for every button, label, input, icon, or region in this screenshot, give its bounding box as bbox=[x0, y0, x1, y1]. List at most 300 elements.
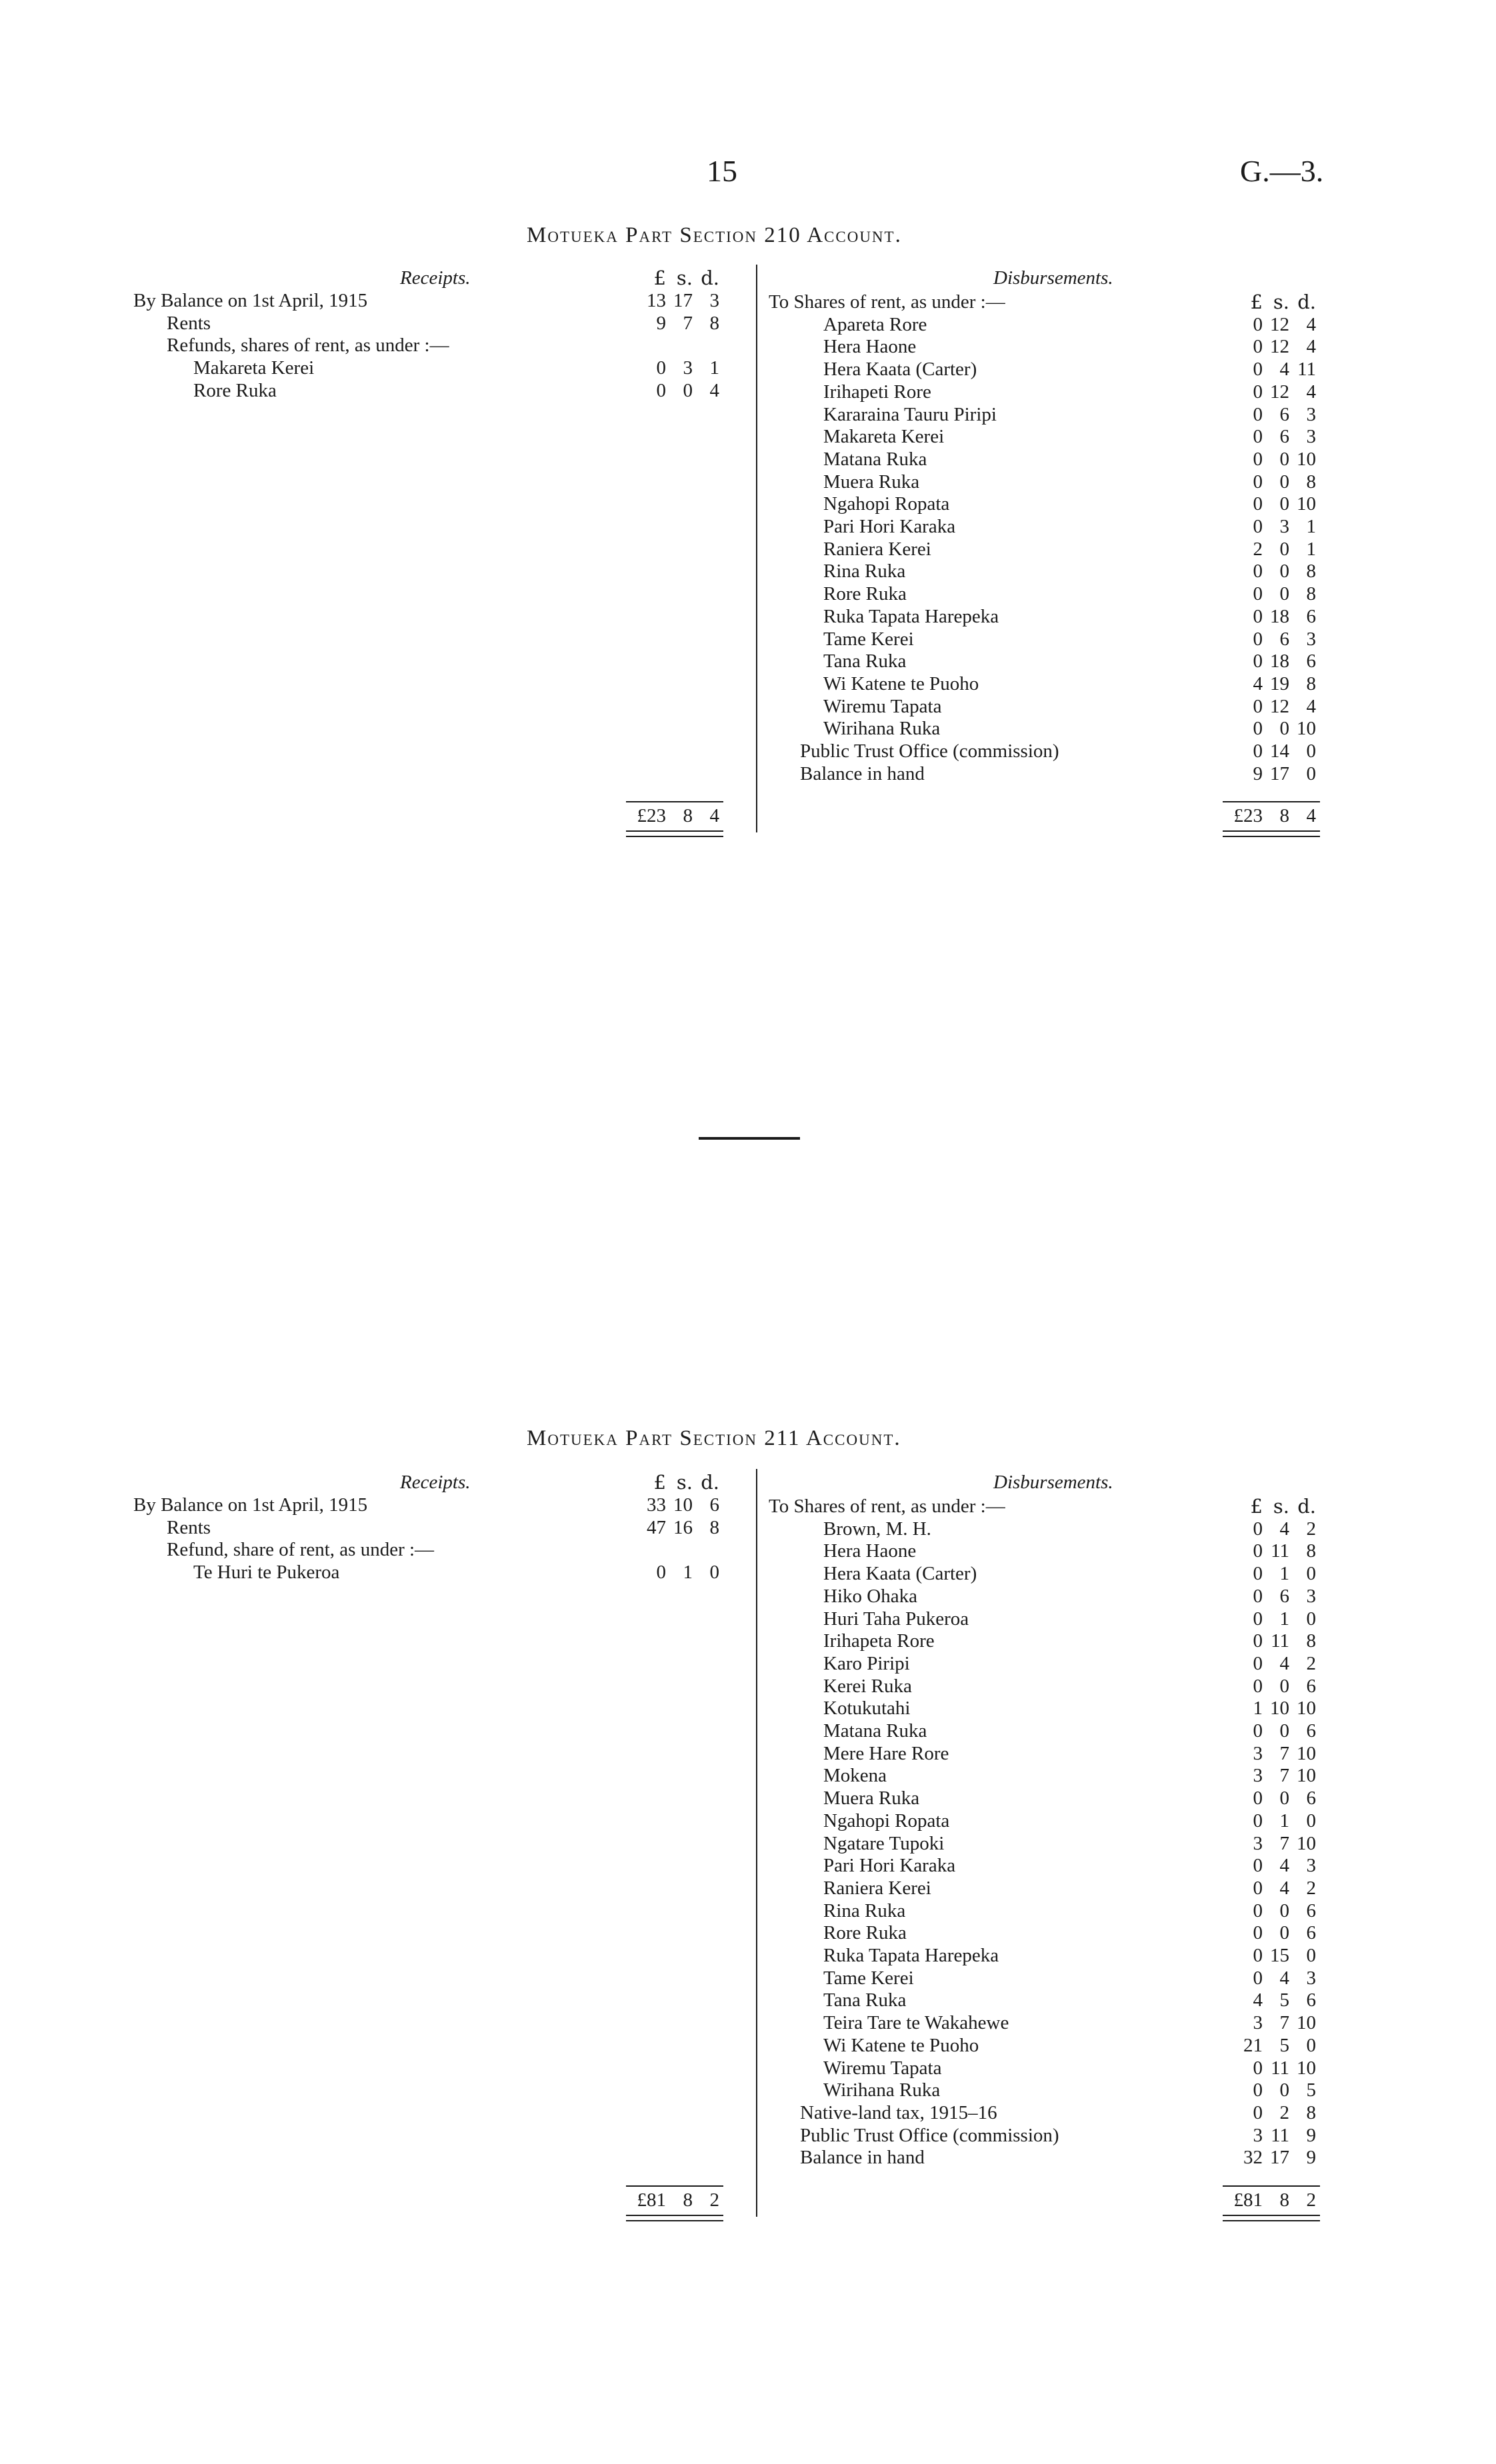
disbursement-amount bbox=[1227, 673, 1316, 695]
disbursement-amount-pounds: 3 bbox=[1253, 2012, 1263, 2034]
disbursement-amount-shillings: 11 bbox=[1271, 1540, 1289, 1562]
disbursement-label: Huri Taha Pukeroa bbox=[823, 1608, 969, 1630]
disbursement-amount-pounds: 0 bbox=[1253, 1922, 1263, 1944]
disbursement-amount bbox=[1227, 1833, 1316, 1855]
disbursement-amount-pounds: 0 bbox=[1253, 1877, 1263, 1899]
disbursement-amount-pence: 3 bbox=[1306, 403, 1316, 425]
disbursement-amount bbox=[1227, 1922, 1316, 1944]
disbursement-amount-pence: 2 bbox=[1306, 1652, 1316, 1674]
disbursement-amount-shillings: 0 bbox=[1279, 561, 1289, 583]
disbursement-label: Hera Kaata (Carter) bbox=[823, 1563, 977, 1585]
disbursement-row bbox=[133, 381, 1367, 403]
disbursement-amount bbox=[1227, 314, 1316, 336]
disbursement-label: Ngahopi Ropata bbox=[823, 493, 950, 515]
disbursement-amount-shillings: 15 bbox=[1270, 1945, 1289, 1966]
disbursement-amount bbox=[1227, 2057, 1316, 2079]
disbursement-amount-shillings: 0 bbox=[1279, 2079, 1289, 2101]
disbursement-amount-pence: 3 bbox=[1306, 1967, 1316, 1989]
disbursement-row bbox=[133, 1608, 1367, 1630]
disbursement-label: Tana Ruka bbox=[823, 1989, 907, 2011]
disbursement-amount bbox=[1227, 1698, 1316, 1720]
disbursement-row bbox=[133, 763, 1367, 785]
disbursement-amount-shillings: 0 bbox=[1279, 1720, 1289, 1742]
disbursement-amount-shillings: 4 bbox=[1279, 1967, 1289, 1989]
account-title: Motueka Part Section 210 Account. bbox=[527, 223, 902, 247]
disbursement-amount-pence: 10 bbox=[1297, 1765, 1316, 1787]
disbursement-amount-pence: 4 bbox=[1306, 381, 1316, 403]
disbursement-label: Karo Piripi bbox=[823, 1652, 910, 1674]
disbursement-row bbox=[133, 2057, 1367, 2079]
disbursement-amount-pence: 9 bbox=[1306, 2124, 1316, 2146]
receipts-total-rule bbox=[626, 801, 723, 802]
disbursement-row bbox=[133, 740, 1367, 762]
receipt-label: Refund, share of rent, as under :— bbox=[167, 1539, 435, 1561]
disbursement-amount-pence: 6 bbox=[1306, 605, 1316, 627]
disbursement-amount-pounds: 0 bbox=[1253, 1563, 1263, 1585]
disbursement-row bbox=[133, 2012, 1367, 2034]
receipt-amount-shillings: 17 bbox=[673, 290, 693, 311]
disbursements-total-pounds: £23 bbox=[1233, 805, 1263, 827]
disbursement-amount-shillings: 2 bbox=[1279, 2101, 1289, 2123]
disbursement-amount-pounds: 0 bbox=[1253, 313, 1263, 335]
disbursement-amount-pounds: 0 bbox=[1253, 381, 1263, 403]
disbursement-row bbox=[133, 1922, 1367, 1944]
disbursement-label: Teira Tare te Wakahewe bbox=[823, 2012, 1009, 2034]
disbursement-row bbox=[133, 1698, 1367, 1720]
receipt-label: Rents bbox=[167, 1516, 211, 1538]
disbursement-amount bbox=[1227, 1563, 1316, 1585]
disbursement-amount bbox=[1227, 471, 1316, 493]
disbursement-amount-pence: 0 bbox=[1306, 2034, 1316, 2056]
disbursement-amount bbox=[1227, 1586, 1316, 1608]
disbursements-total-rule bbox=[1223, 801, 1320, 802]
disbursements-total-shillings: 8 bbox=[1279, 805, 1289, 827]
disbursement-amount-shillings: 7 bbox=[1279, 2012, 1289, 2034]
disbursement-amount-shillings: 5 bbox=[1279, 1989, 1289, 2011]
disbursement-amount-pence: 0 bbox=[1306, 1810, 1316, 1832]
disbursement-label: Wi Katene te Puoho bbox=[823, 672, 979, 694]
disbursement-amount-pounds: 0 bbox=[1253, 1855, 1263, 1877]
disbursement-amount-pence: 8 bbox=[1306, 1540, 1316, 1562]
disbursement-row bbox=[133, 2102, 1367, 2124]
disbursement-label: Ruka Tapata Harepeka bbox=[823, 1945, 999, 1966]
disbursement-label: Rore Ruka bbox=[823, 583, 907, 605]
disbursement-amount bbox=[1227, 1989, 1316, 2011]
disbursement-amount-pence: 6 bbox=[1306, 1922, 1316, 1944]
disbursement-amount bbox=[1227, 696, 1316, 718]
disbursement-amount bbox=[1227, 1788, 1316, 1810]
disbursement-label: Wirihana Ruka bbox=[823, 718, 941, 740]
disbursement-amount-shillings: 6 bbox=[1279, 403, 1289, 425]
disbursement-row bbox=[133, 1855, 1367, 1877]
disbursement-amount bbox=[1227, 493, 1316, 515]
receipts-total-pounds: £81 bbox=[637, 2189, 666, 2211]
disbursement-amount bbox=[1227, 718, 1316, 740]
disbursement-amount-pounds: 0 bbox=[1253, 1540, 1263, 1562]
disbursement-amount-pence: 4 bbox=[1306, 336, 1316, 358]
disbursement-amount-shillings: 7 bbox=[1279, 1765, 1289, 1787]
receipts-total-double-rule bbox=[626, 830, 723, 837]
disbursement-row bbox=[133, 336, 1367, 358]
disbursement-amount-pounds: 0 bbox=[1253, 1675, 1263, 1697]
receipt-label: Makareta Kerei bbox=[193, 357, 315, 379]
disbursement-row bbox=[133, 1743, 1367, 1765]
receipt-amount-pence: 4 bbox=[709, 379, 719, 401]
disbursement-amount-pence: 0 bbox=[1306, 1563, 1316, 1585]
disbursement-amount-pounds: 3 bbox=[1253, 2124, 1263, 2146]
disbursement-amount bbox=[1227, 516, 1316, 538]
disbursements-heading: Disbursements. bbox=[993, 1472, 1113, 1493]
account-title: Motueka Part Section 211 Account. bbox=[527, 1426, 901, 1450]
disbursement-amount-shillings: 12 bbox=[1270, 695, 1289, 717]
disbursement-amount bbox=[1227, 740, 1316, 762]
disbursement-row bbox=[133, 1653, 1367, 1675]
disbursements-header-shillings: s. bbox=[1273, 291, 1289, 313]
disbursement-amount-pence: 6 bbox=[1306, 1899, 1316, 1921]
disbursement-amount bbox=[1227, 2147, 1316, 2169]
disbursement-label: Rore Ruka bbox=[823, 1922, 907, 1944]
disbursement-amount-shillings: 11 bbox=[1271, 2057, 1289, 2079]
disbursement-amount-pounds: 0 bbox=[1253, 2101, 1263, 2123]
disbursement-row bbox=[133, 471, 1367, 493]
disbursement-amount-pence: 10 bbox=[1297, 448, 1316, 470]
disbursement-amount-pounds: 4 bbox=[1253, 672, 1263, 694]
disbursement-amount-shillings: 0 bbox=[1279, 493, 1289, 515]
receipts-total-rule bbox=[626, 2185, 723, 2187]
disbursement-amount bbox=[1227, 336, 1316, 358]
disbursement-amount-pounds: 3 bbox=[1253, 1742, 1263, 1764]
disbursement-amount bbox=[1227, 1810, 1316, 1832]
disbursement-amount-pounds: 0 bbox=[1253, 403, 1263, 425]
disbursement-row bbox=[133, 561, 1367, 583]
disbursements-intro: To Shares of rent, as under :— bbox=[769, 291, 1005, 313]
disbursement-amount-shillings: 1 bbox=[1279, 1563, 1289, 1585]
disbursement-amount-pounds: 0 bbox=[1253, 740, 1263, 762]
disbursement-label: Rina Ruka bbox=[823, 561, 906, 583]
receipt-label: By Balance on 1st April, 1915 bbox=[133, 290, 368, 311]
disbursement-amount bbox=[1227, 1945, 1316, 1967]
disbursement-amount-pence: 3 bbox=[1306, 1585, 1316, 1607]
disbursements-total bbox=[1227, 805, 1316, 827]
disbursement-amount bbox=[1227, 1630, 1316, 1652]
disbursement-label: Wiremu Tapata bbox=[823, 695, 942, 717]
disbursement-row bbox=[133, 1989, 1367, 2011]
receipts-total-shillings: 8 bbox=[683, 805, 693, 827]
disbursement-amount-shillings: 0 bbox=[1279, 718, 1289, 740]
disbursement-amount-pence: 6 bbox=[1306, 1720, 1316, 1742]
disbursement-amount-pounds: 0 bbox=[1253, 1585, 1263, 1607]
disbursement-row bbox=[133, 1877, 1367, 1899]
disbursement-amount-pounds: 9 bbox=[1253, 762, 1263, 784]
disbursement-label: Hera Kaata (Carter) bbox=[823, 359, 977, 381]
disbursement-amount-pence: 3 bbox=[1306, 426, 1316, 448]
disbursement-amount-pounds: 0 bbox=[1253, 359, 1263, 381]
disbursement-amount bbox=[1227, 539, 1316, 561]
disbursement-amount-pence: 10 bbox=[1297, 1832, 1316, 1854]
disbursement-amount-shillings: 11 bbox=[1271, 1630, 1289, 1652]
disbursement-amount-pence: 6 bbox=[1306, 1788, 1316, 1810]
receipt-amount-pence: 3 bbox=[709, 290, 719, 311]
disbursement-amount-pence: 0 bbox=[1306, 762, 1316, 784]
disbursement-row bbox=[133, 449, 1367, 471]
disbursement-row bbox=[133, 493, 1367, 515]
disbursement-amount bbox=[1227, 2079, 1316, 2101]
disbursement-label: Tana Ruka bbox=[823, 650, 907, 672]
disbursement-amount bbox=[1227, 426, 1316, 448]
disbursement-amount-pounds: 0 bbox=[1253, 650, 1263, 672]
disbursement-amount bbox=[1227, 1518, 1316, 1540]
disbursement-row bbox=[133, 696, 1367, 718]
disbursement-amount-pence: 0 bbox=[1306, 1608, 1316, 1630]
disbursement-amount-pounds: 0 bbox=[1253, 1788, 1263, 1810]
disbursement-amount bbox=[1227, 2012, 1316, 2034]
disbursement-amount bbox=[1227, 404, 1316, 426]
disbursement-amount-shillings: 11 bbox=[1271, 2124, 1289, 2146]
disbursement-amount bbox=[1227, 650, 1316, 672]
disbursement-amount-shillings: 0 bbox=[1279, 448, 1289, 470]
receipts-currency-header bbox=[630, 267, 719, 289]
disbursement-amount-pence: 1 bbox=[1306, 538, 1316, 560]
disbursement-amount-pounds: 0 bbox=[1253, 471, 1263, 493]
disbursement-amount-pence: 8 bbox=[1306, 471, 1316, 493]
disbursement-row bbox=[133, 718, 1367, 740]
disbursement-label: Pari Hori Karaka bbox=[823, 516, 956, 537]
parliamentary-paper-code: G.—3. bbox=[1240, 154, 1324, 188]
disbursement-label: Balance in hand bbox=[800, 2147, 925, 2169]
disbursement-amount-pounds: 0 bbox=[1253, 1720, 1263, 1742]
receipts-total-shillings: 8 bbox=[683, 2189, 693, 2211]
disbursement-label: Makareta Kerei bbox=[823, 426, 945, 448]
receipts-currency-header bbox=[630, 1472, 719, 1494]
receipt-amount bbox=[630, 1494, 719, 1516]
disbursement-amount bbox=[1227, 1743, 1316, 1765]
disbursement-amount bbox=[1227, 1855, 1316, 1877]
receipts-header-shillings: s. bbox=[676, 267, 693, 289]
page-number: 15 bbox=[707, 154, 737, 188]
disbursement-amount-pence: 2 bbox=[1306, 1518, 1316, 1540]
disbursement-label: Wirihana Ruka bbox=[823, 2079, 941, 2101]
disbursement-row bbox=[133, 516, 1367, 538]
disbursement-amount-shillings: 0 bbox=[1279, 1675, 1289, 1697]
disbursement-amount bbox=[1227, 1877, 1316, 1899]
disbursements-total-shillings: 8 bbox=[1279, 2189, 1289, 2211]
disbursements-total-double-rule bbox=[1223, 2215, 1320, 2221]
disbursement-amount-pounds: 0 bbox=[1253, 1630, 1263, 1652]
disbursement-amount-pence: 3 bbox=[1306, 1855, 1316, 1877]
receipt-amount-shillings: 1 bbox=[683, 1562, 693, 1584]
disbursement-amount-shillings: 0 bbox=[1279, 583, 1289, 605]
disbursement-amount-shillings: 7 bbox=[1279, 1832, 1289, 1854]
disbursement-amount-pence: 10 bbox=[1297, 1698, 1316, 1720]
disbursement-label: Tame Kerei bbox=[823, 628, 914, 650]
disbursements-total-row bbox=[133, 2189, 1367, 2211]
disbursement-label: Public Trust Office (commission) bbox=[800, 2124, 1059, 2146]
disbursement-label: Ngatare Tupoki bbox=[823, 1832, 945, 1854]
disbursement-label: Brown, M. H. bbox=[823, 1518, 931, 1540]
receipts-header-shillings: s. bbox=[676, 1471, 693, 1494]
disbursement-amount-pence: 3 bbox=[1306, 628, 1316, 650]
receipts-heading: Receipts. bbox=[400, 267, 471, 289]
receipt-amount-shillings: 16 bbox=[673, 1516, 693, 1538]
disbursement-amount bbox=[1227, 1540, 1316, 1562]
disbursement-label: Mokena bbox=[823, 1765, 887, 1787]
disbursement-amount-pounds: 0 bbox=[1253, 493, 1263, 515]
disbursement-label: Hiko Ohaka bbox=[823, 1585, 917, 1607]
disbursement-amount-pence: 8 bbox=[1306, 672, 1316, 694]
disbursement-amount-pounds: 0 bbox=[1253, 1899, 1263, 1921]
center-column-rule bbox=[756, 265, 757, 832]
disbursement-label: Ruka Tapata Harepeka bbox=[823, 605, 999, 627]
disbursement-amount bbox=[1227, 1608, 1316, 1630]
disbursement-amount bbox=[1227, 359, 1316, 381]
disbursement-label: Muera Ruka bbox=[823, 1788, 920, 1810]
disbursement-amount-pounds: 1 bbox=[1253, 1698, 1263, 1720]
disbursement-amount-pounds: 0 bbox=[1253, 336, 1263, 358]
disbursement-amount bbox=[1227, 628, 1316, 650]
disbursement-amount-shillings: 12 bbox=[1270, 336, 1289, 358]
disbursement-amount bbox=[1227, 606, 1316, 628]
disbursement-label: Balance in hand bbox=[800, 762, 925, 784]
disbursement-amount-pounds: 0 bbox=[1253, 448, 1263, 470]
disbursement-row bbox=[133, 359, 1367, 381]
disbursement-amount-pounds: 0 bbox=[1253, 718, 1263, 740]
disbursement-amount bbox=[1227, 381, 1316, 403]
disbursement-amount-pence: 5 bbox=[1306, 2079, 1316, 2101]
disbursement-amount bbox=[1227, 2125, 1316, 2147]
disbursement-amount-shillings: 4 bbox=[1279, 1518, 1289, 1540]
disbursement-amount bbox=[1227, 2035, 1316, 2057]
disbursement-amount-pence: 8 bbox=[1306, 583, 1316, 605]
disbursement-amount-shillings: 18 bbox=[1270, 650, 1289, 672]
disbursement-amount-pence: 10 bbox=[1297, 493, 1316, 515]
receipts-total-pounds: £23 bbox=[637, 805, 666, 827]
disbursement-amount-pence: 4 bbox=[1306, 695, 1316, 717]
disbursement-row bbox=[133, 1945, 1367, 1967]
disbursement-label: Public Trust Office (commission) bbox=[800, 740, 1059, 762]
receipt-row bbox=[133, 1494, 753, 1516]
disbursement-row bbox=[133, 650, 1367, 672]
receipt-amount-shillings: 10 bbox=[673, 1494, 693, 1516]
disbursement-row bbox=[133, 1788, 1367, 1810]
disbursement-amount-pence: 6 bbox=[1306, 1989, 1316, 2011]
disbursement-label: Irihapeta Rore bbox=[823, 1630, 935, 1652]
disbursement-amount-pounds: 0 bbox=[1253, 628, 1263, 650]
disbursements-total-pounds: £81 bbox=[1233, 2189, 1263, 2211]
disbursement-amount-shillings: 0 bbox=[1279, 1899, 1289, 1921]
disbursement-label: Kararaina Tauru Piripi bbox=[823, 403, 997, 425]
disbursement-row bbox=[133, 1900, 1367, 1922]
disbursement-amount-shillings: 0 bbox=[1279, 471, 1289, 493]
receipts-header-pounds: £ bbox=[653, 267, 666, 289]
disbursement-row bbox=[133, 2125, 1367, 2147]
disbursement-amount bbox=[1227, 2102, 1316, 2124]
disbursement-amount-pounds: 3 bbox=[1253, 1832, 1263, 1854]
disbursement-amount-pence: 8 bbox=[1306, 2101, 1316, 2123]
disbursements-header-shillings: s. bbox=[1273, 1495, 1289, 1518]
disbursements-total-pence: 4 bbox=[1306, 805, 1316, 827]
disbursements-currency-header bbox=[1227, 291, 1316, 313]
disbursement-label: Matana Ruka bbox=[823, 448, 927, 470]
disbursement-amount-shillings: 17 bbox=[1270, 762, 1289, 784]
receipt-row bbox=[133, 290, 753, 312]
disbursement-row bbox=[133, 628, 1367, 650]
disbursement-amount-shillings: 0 bbox=[1279, 1922, 1289, 1944]
disbursement-amount-pounds: 0 bbox=[1253, 605, 1263, 627]
disbursement-row bbox=[133, 1586, 1367, 1608]
disbursement-amount-pounds: 0 bbox=[1253, 1945, 1263, 1966]
disbursement-amount-shillings: 17 bbox=[1270, 2147, 1289, 2169]
disbursement-amount-shillings: 10 bbox=[1270, 1698, 1289, 1720]
disbursement-row bbox=[133, 539, 1367, 561]
disbursement-label: Mere Hare Rore bbox=[823, 1742, 949, 1764]
disbursement-amount-pounds: 0 bbox=[1253, 2079, 1263, 2101]
disbursement-amount-pence: 10 bbox=[1297, 2012, 1316, 2034]
disbursement-amount-pounds: 0 bbox=[1253, 426, 1263, 448]
disbursement-amount bbox=[1227, 1720, 1316, 1742]
receipt-amount-pounds: 0 bbox=[656, 1562, 666, 1584]
disbursement-label: Apareta Rore bbox=[823, 313, 927, 335]
disbursement-amount-pence: 6 bbox=[1306, 1675, 1316, 1697]
receipt-amount-pounds: 0 bbox=[656, 379, 666, 401]
disbursement-amount-pounds: 0 bbox=[1253, 1518, 1263, 1540]
receipts-header-pounds: £ bbox=[653, 1471, 666, 1494]
disbursement-row bbox=[133, 1630, 1367, 1652]
disbursement-amount-pounds: 0 bbox=[1253, 695, 1263, 717]
disbursement-row bbox=[133, 1518, 1367, 1540]
receipt-amount-pence: 8 bbox=[709, 1516, 719, 1538]
disbursement-amount-pence: 6 bbox=[1306, 650, 1316, 672]
disbursement-amount bbox=[1227, 1967, 1316, 1989]
receipt-amount-pounds: 0 bbox=[656, 357, 666, 379]
disbursement-amount-shillings: 6 bbox=[1279, 1585, 1289, 1607]
disbursements-header-pounds: £ bbox=[1250, 1495, 1263, 1518]
disbursement-label: Matana Ruka bbox=[823, 1720, 927, 1742]
disbursement-amount-shillings: 4 bbox=[1279, 1877, 1289, 1899]
disbursement-amount-pounds: 0 bbox=[1253, 583, 1263, 605]
disbursement-label: Kotukutahi bbox=[823, 1698, 911, 1720]
disbursements-header-pence: d. bbox=[1297, 1495, 1316, 1518]
disbursement-row bbox=[133, 1810, 1367, 1832]
disbursement-amount-pence: 4 bbox=[1306, 313, 1316, 335]
disbursement-amount-shillings: 18 bbox=[1270, 605, 1289, 627]
receipt-amount-shillings: 7 bbox=[683, 312, 693, 334]
disbursement-amount-shillings: 0 bbox=[1279, 538, 1289, 560]
disbursement-label: Irihapeti Rore bbox=[823, 381, 931, 403]
disbursement-label: Kerei Ruka bbox=[823, 1675, 912, 1697]
disbursement-amount-pence: 10 bbox=[1297, 1742, 1316, 1764]
disbursements-total-pence: 2 bbox=[1306, 2189, 1316, 2211]
disbursement-row bbox=[133, 426, 1367, 448]
disbursement-amount-pounds: 0 bbox=[1253, 1967, 1263, 1989]
disbursement-amount-pounds: 0 bbox=[1253, 561, 1263, 583]
disbursement-row bbox=[133, 1720, 1367, 1742]
disbursement-row bbox=[133, 2035, 1367, 2057]
disbursement-amount-pence: 1 bbox=[1306, 516, 1316, 537]
disbursement-row bbox=[133, 1967, 1367, 1989]
receipt-amount-shillings: 3 bbox=[683, 357, 693, 379]
disbursements-total-double-rule bbox=[1223, 830, 1320, 837]
receipts-total-pence: 4 bbox=[709, 805, 719, 827]
disbursement-amount-pounds: 0 bbox=[1253, 1608, 1263, 1630]
receipts-total-double-rule bbox=[626, 2215, 723, 2221]
disbursement-amount-shillings: 6 bbox=[1279, 426, 1289, 448]
receipts-header-pence: d. bbox=[701, 267, 719, 289]
disbursement-label: Wi Katene te Puoho bbox=[823, 2034, 979, 2056]
disbursements-total-row bbox=[133, 805, 1367, 827]
disbursement-amount-pence: 2 bbox=[1306, 1877, 1316, 1899]
receipt-amount-pounds: 33 bbox=[647, 1494, 666, 1516]
disbursements-header-pence: d. bbox=[1297, 291, 1316, 313]
